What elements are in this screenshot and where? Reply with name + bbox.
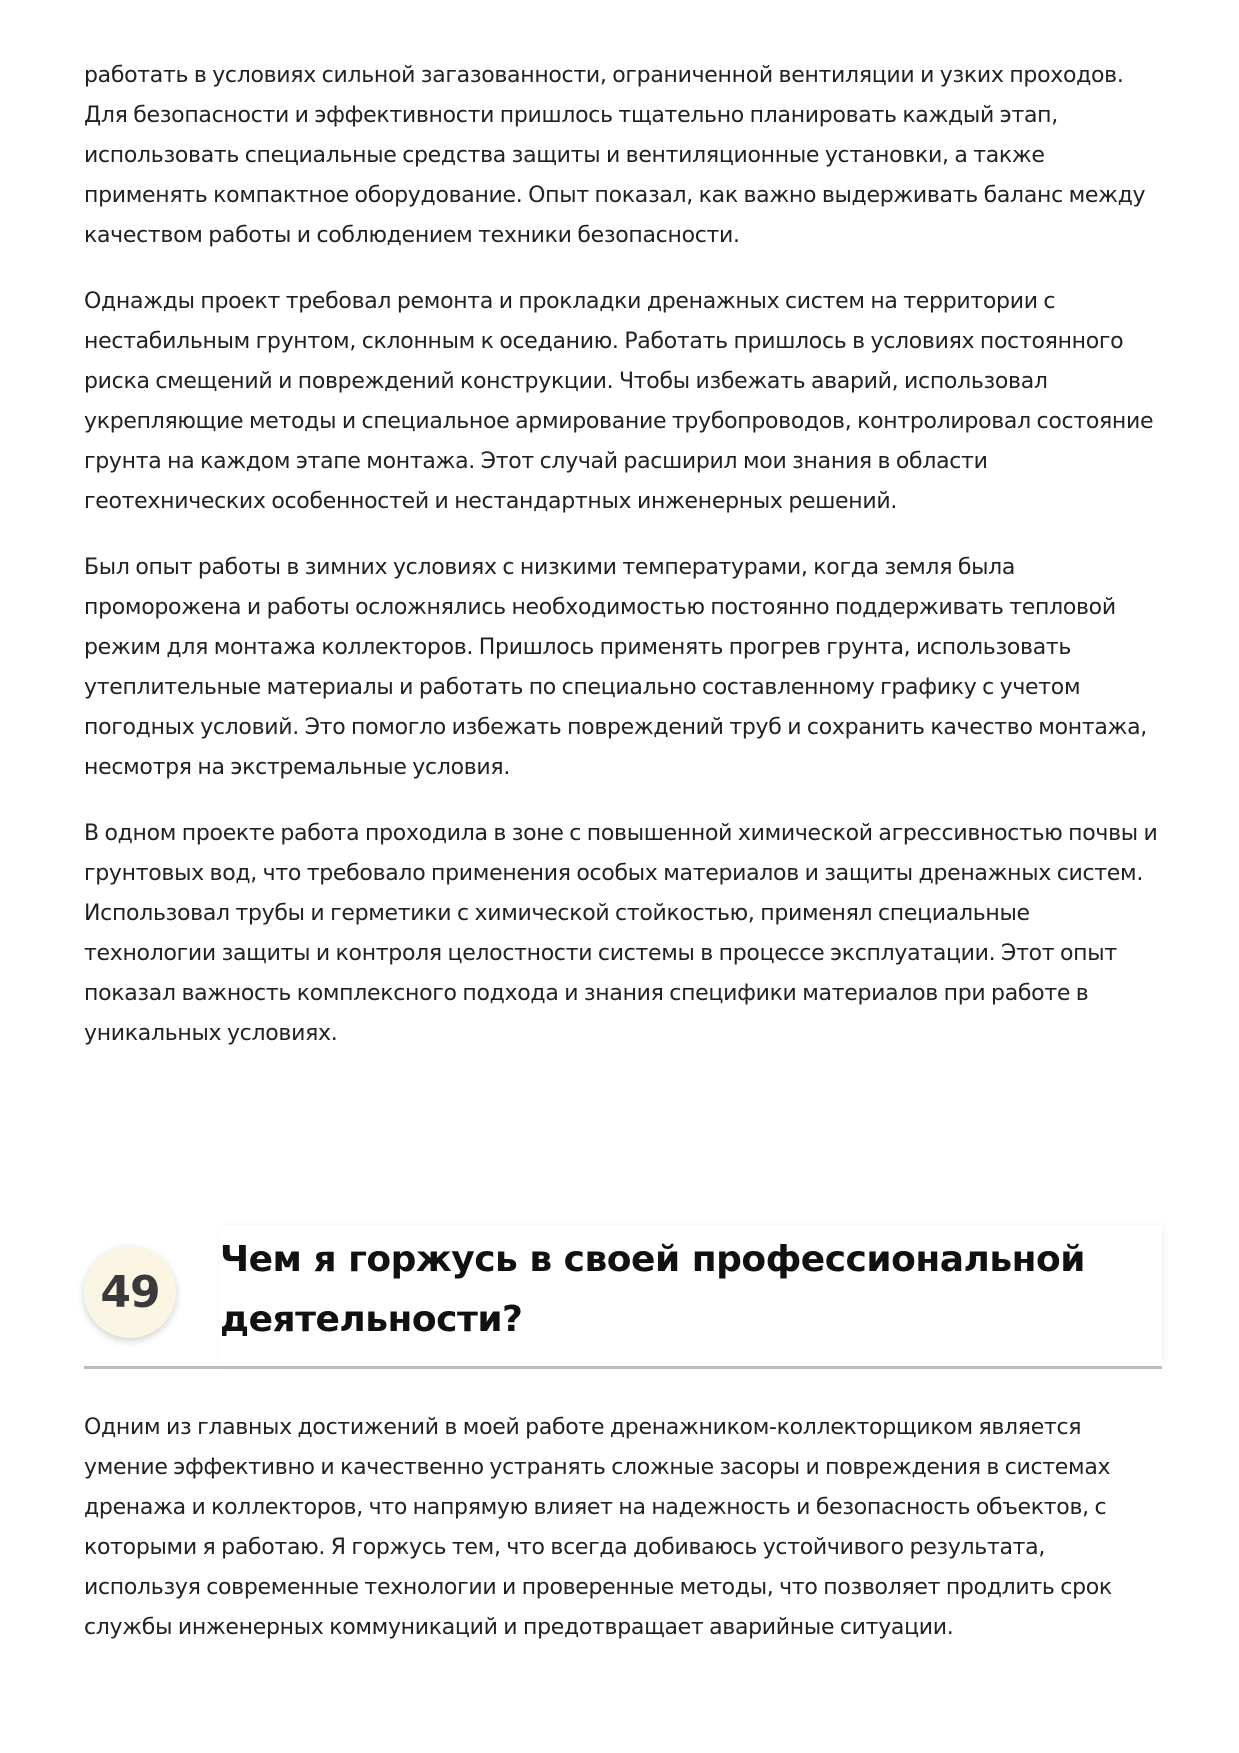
answer-text [84,1408,1162,1674]
body-text [84,56,1162,1080]
divider [84,1366,1162,1369]
question-title: Чем я горжусь в своей профессиональной деятельности? [220,1239,1085,1340]
answer-paragraph: Одним из главных достижений в моей работе дренажником-коллекторщиком является умение эффективно и качественно устранять сложные засоры и повреждения в системах дренажа и коллекторов, что напрямую влияет на надежность и безопасность объектов, с которыми я работаю. Я горжусь тем, что всегда добиваюсь устойчивого результата, используя современные технологии и проверенные методы, что позволяет продлить срок службы инженерных коммуникаций и предотвращает аварийные ситуации. [84,1415,1112,1640]
paragraph: В одном проекте работа проходила в зоне с повышенной химической агрессивностью почвы и грунтовых вод, что требовало применения особых материалов и защиты дренажных систем. Использовал трубы и герметики с химической стойкостью, применял специальные технологии защиты и контроля целостности системы в процессе эксплуатации. Этот опыт показал важность комплексного подхода и знания специфики материалов при работе в уникальных условиях. [84,821,1158,1046]
paragraph: Был опыт работы в зимних условиях с низкими температурами, когда земля была проморожена и работы осложнялись необходимостью постоянно поддерживать тепловой режим для монтажа коллекторов. Пришлось применять прогрев грунта, использовать утеплительные материалы и работать по специально составленному графику с учетом погодных условий. Это помогло избежать повреждений труб и сохранить качество монтажа, несмотря на экстремальные условия. [84,555,1147,780]
paragraph: Однажды проект требовал ремонта и прокладки дренажных систем на территории с нестабильным грунтом, склонным к оседанию. Работать пришлось в условиях постоянного риска смещений и повреждений конструкции. Чтобы избежать аварий, использовал укрепляющие методы и специальное армирование трубопроводов, контролировал состояние грунта на каждом этапе монтажа. Этот случай расширил мои знания в области геотехнических особенностей и нестандартных инженерных решений. [84,289,1154,514]
question-number-badge: 49 [84,1246,176,1338]
question-header [84,1226,1162,1368]
paragraph: работать в условиях сильной загазованности, ограниченной вентиляции и узких проходов. Для безопасности и эффективности пришлось тщательно планировать каждый этап, использовать специальные средства защиты и вентиляционные установки, а также применять компактное оборудование. Опыт показал, как важно выдерживать баланс между качеством работы и соблюдением техники безопасности. [84,63,1146,248]
